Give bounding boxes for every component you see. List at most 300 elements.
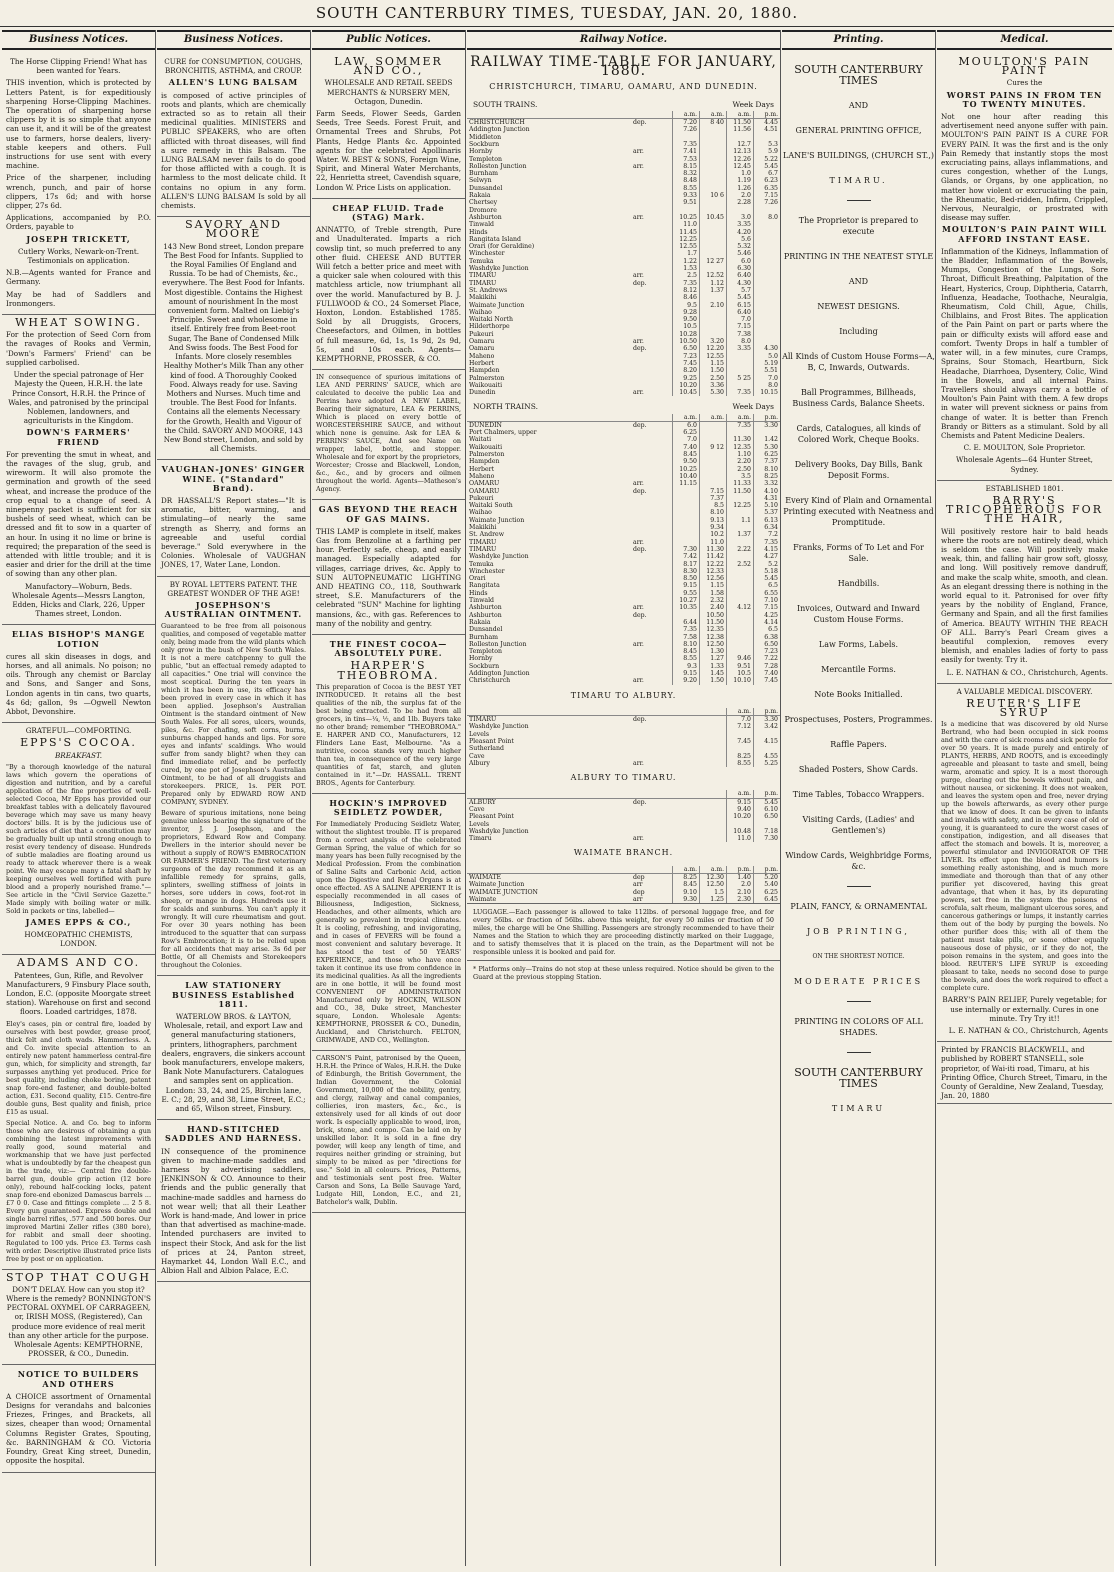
departure-time: 5.46 [727,250,754,257]
station-name: Orari (for Geraldine) [469,243,535,251]
arr-dep [631,294,673,301]
arr-dep: arr. [633,604,644,612]
station-name: Herbert [469,465,495,473]
arr-dep: dep [633,888,645,896]
north-trains-header [467,402,780,411]
departure-time: 6.40 [727,309,754,316]
departure-time [754,134,781,141]
departure-time: 7.30 [673,546,700,553]
arr-dep: arr. [633,272,644,280]
arr-dep [631,221,673,228]
departure-time [700,185,727,192]
timetable-row [467,648,780,655]
timetable-row [467,813,780,820]
column-business-2 [157,30,311,1566]
timetable-row [467,517,780,524]
departure-time [727,429,754,436]
arr-dep: arr. [633,480,644,488]
timetable-row [467,429,780,436]
departure-time [754,331,781,338]
timetable-row [467,302,780,309]
departure-time [700,250,727,257]
departure-time [673,509,700,516]
departure-time: 7.22 [754,655,781,662]
departure-time: 7.15 [754,192,781,199]
departure-time: 7.0 [727,716,754,724]
departure-time: 7.45 [673,360,700,367]
departure-time: 10.10 [727,677,754,684]
departure-time: 3.32 [754,480,781,487]
arr-dep: dep. [633,119,647,127]
departure-time [700,421,727,429]
departure-time: 6.25 [754,889,781,896]
timetable-row [467,323,780,330]
departure-time: 6.10 [754,806,781,813]
ad-carson-paint [312,1051,465,1213]
arr-dep [631,458,673,465]
departure-time: 2.28 [727,199,754,206]
departure-time: 8 40 [700,119,727,127]
timetable-row [467,495,780,502]
timetable-row [467,488,780,495]
ad-life-syrup [937,684,1112,1042]
departure-time: 9.55 [673,590,700,597]
departure-time: 2.22 [727,546,754,553]
departure-time: 1.1 [727,517,754,524]
timetable-row [467,723,780,730]
arr-dep [631,813,727,820]
railway-title: RAILWAY TIME-TABLE FOR JANUARY, 1880. [470,54,777,80]
departure-time: 7.58 [673,634,700,641]
departure-time: 1.7 [673,250,700,257]
column-heading: Medical. [937,30,1112,50]
timetable-row [467,597,780,604]
departure-time [754,221,781,228]
departure-time [727,207,754,214]
departure-time [673,207,700,214]
departure-time: 7.40 [673,444,700,451]
departure-time: 4.25 [754,612,781,619]
departure-time: 12.56 [700,575,727,582]
arr-dep [631,634,673,641]
station-name: Timaru [469,835,492,843]
departure-time: 11.50 [727,119,754,127]
station-name: Ashburton [469,611,502,619]
departure-time [700,480,727,487]
departure-time: 2.52 [727,561,754,568]
departure-time [754,731,781,738]
departure-time [754,316,781,323]
railway-subtitle: CHRISTCHURCH, TIMARU, OAMARU, AND DUNEDIN. [489,82,758,92]
timetable-row [467,170,780,177]
departure-time: 7.53 [673,156,700,163]
departure-time: 12.20 [700,345,727,352]
departure-time: 2.0 [727,881,754,888]
station-name: Makikihi [469,294,497,302]
departure-time: 4.20 [727,229,754,236]
ad-heading: HOCKIN'S IMPROVED SEIDLETZ POWDER, [329,797,448,817]
ad-note: May be had of Saddlers and Ironmongers. [6,289,151,308]
ad-note: N.B.—Agents wanted for France and Germany. [6,268,151,287]
departure-time: p.m. [754,790,781,798]
station-name: Burnham [469,170,499,178]
departure-time: 5.18 [754,568,781,575]
station-name: Templeton [469,155,502,163]
departure-time: p.m. [727,866,754,874]
ad-heading: MOULTON'S PAIN PAINT [958,55,1091,78]
departure-time: p.m. [754,111,781,119]
station-name: Herbert [469,359,495,367]
timetable-row [467,760,780,767]
arr-dep [631,531,673,538]
departure-time: 4.12 [727,604,754,611]
arr-dep [631,382,673,389]
departure-time [754,280,781,287]
station-name: CHRISTCHURCH [469,119,525,127]
departure-time: 8.10 [754,466,781,473]
departure-time: 3.30 [754,421,781,429]
departure-time: a.m. [727,790,754,798]
timetable-row [467,889,780,896]
ad-subheading: Cures the [1006,78,1043,88]
departure-time: 10.15 [754,389,781,396]
departure-time: 2.20 [727,458,754,465]
arr-dep: arr. [633,759,644,767]
station-name: Levels [469,820,490,828]
departure-time: 7.23 [754,648,781,655]
arr-dep: dep. [633,421,647,429]
departure-time: 7.15 [754,604,781,611]
arr-dep [631,192,673,199]
departure-time [673,495,700,502]
departure-time: 6.50 [754,641,781,648]
arr-dep: arr. [633,640,644,648]
departure-time: 8.25 [673,873,700,881]
timetable-row [467,148,780,155]
ad-body: Eley's cases, pin or central fire, loaded by ourselves with best powder, grease proof, thick felt and cloth wads. Hammerless. A. and Co. invite special attention to an entirely new patent hammerless central-fire gun, which, for simplicity and strength, far surpasses anything yet produced. Price for best quality, including choke boring, patent snap fore-end fastener, and double-bolted action, £31. Second quality, £15. Centre-fire double guns, Best quality and finish, price £15 as usual. [6,1019,151,1116]
departure-time: 10.50 [700,612,727,619]
departure-time: 3.20 [700,338,727,345]
departure-time: 7.40 [754,670,781,677]
timaru-albury-title: TIMARU TO ALBURY. [570,690,677,700]
departure-time [700,294,727,301]
departure-time: 10.27 [673,597,700,604]
station-name: OAMARU [469,480,500,488]
arr-dep [631,655,673,662]
ad-body: Not one hour after reading this advertisement need anyone suffer with pain. MOULTON'S PAIN PAINT IS A CURE FOR EVERY PAIN. It was the first and is the only Pain Remedy that instantly stops the most excruciating pains, allays inflammations, and cures congestion, whether of the Lungs, Glands, or Organs, by one application, no matter how violent or excruciating the pain, the Rheumatic, Bed-ridden, Infirm, Crippled, Nervous, Neuralgic, or prostrated with disease may suffer. [941,112,1108,223]
arr-dep: dep. [633,545,647,553]
arr-dep [631,517,673,524]
ad-body: For preventing the smut in wheat, and the ravages of the slug, grub, and wireworm. It will also promote the germination and growth of the seed wheat, and increase the produce of the crop equal to a change of seed. A ninepenny packet is sufficient for six bushels of seed wheat, which can be dressed and fit to sow in a quarter of an hour. In using it no lime or brine is required; the preparation of the seed is attended with little trouble; and it is easier and drier for the drill at the time of sowing than any other plan. [6,449,151,579]
timetable-row [467,655,780,662]
ad-wheat-sowing [2,315,155,625]
arr-dep [631,126,673,133]
arr-dep: arr. [633,338,644,346]
departure-time: 6.50 [673,345,700,352]
timetable-row [467,221,780,228]
arr-dep [631,753,727,760]
departure-time: 8.10 [700,509,727,516]
departure-time: 9.3 [673,663,700,670]
timetable-row [467,375,780,382]
departure-time: 5.40 [754,881,781,888]
ad-heading: STOP THAT COUGH [6,1270,151,1284]
departure-time: 2.10 [727,889,754,896]
timetable-row [467,881,780,888]
arr-dep: arr. [633,162,644,170]
departure-time: 4.14 [754,619,781,626]
station-name: Pleasant Point [469,813,514,821]
departure-time: 1.22 [673,258,700,265]
arr-dep: arr. [633,148,644,156]
timetable-row [467,287,780,294]
departure-time: 6.0 [727,258,754,265]
station-name: Ashburton [469,213,502,221]
arr-dep [631,177,673,184]
departure-time [727,731,754,738]
timetable-row [467,677,780,684]
departure-time [700,229,727,236]
departure-time: 6.15 [727,302,754,309]
departure-time: 11.33 [727,480,754,487]
station-name: Pleasant Point [469,737,514,745]
departure-time: 2.10 [700,302,727,309]
departure-time [673,502,700,509]
timetable-row [467,873,780,881]
station-name: Addington Junction [469,669,530,677]
departure-time [727,524,754,531]
departure-time: 5.25 [754,760,781,767]
station-name: Rakaia [469,192,491,200]
station-name: TIMARU [469,716,497,724]
arr-dep [631,561,673,568]
departure-time: a.m. [673,111,700,119]
arr-dep [631,258,673,265]
station-name [467,414,631,422]
arr-dep [631,509,673,516]
departure-time [754,302,781,309]
departure-time [700,309,727,316]
ad-address: Manufactory—Woburn, Beds. Wholesale Agents—Messrs Langton, Edden, Hicks and Clark, 226, Upper Thames street, London. [12,581,145,619]
departure-time [727,619,754,626]
timetable-row [467,265,780,272]
arr-dep: dep. [633,345,647,353]
timetable-row [467,458,780,465]
ad-body: cures all skin diseases in dogs, and horses, and all animals. No poison; no oils. Through any chemist or Barclay and Sons, and Sanger and Sons, London agents in tin cans, two quarts, 4s 6d; gallon, 9s —Ogwell Newton Abbot, Devonshire. [6,651,151,716]
printing-item: Law Forms, Labels. [818,640,899,649]
arr-dep: dep. [633,279,647,287]
departure-time: 6.13 [754,517,781,524]
arr-dep [631,287,673,294]
departure-time [700,207,727,214]
departure-time: 1.26 [727,185,754,192]
departure-time: 5.0 [754,353,781,360]
ad-body: For Immediately Producing Seidletz Water, without the slightest trouble. IT is prepared from a correct analysis of the celebrated German Spring, the value of which for so many years has been fully recognised by the Medical Profession. From the combination of Saline Salts and Carbonic Acid, action upon the Digestive and Renal Organs is at once effected. AS A SALINE APERIENT It is especially recommended in all cases of Biliousness, Indigestion, Sickness, Headaches, and other ailments, which are generally so prevalent in tropical climates. It is cooling, refreshing, and invigorating, and in cases of FEVERS will be found a most convenient and salutary beverage. It has stood the test of 50 YEARS' EXPERIENCE, and those who have once taken it continue its use from confidence in its medicinal qualities. As all the ingredients are in one bottle, it will be found most CONVENIENT OF ADMINISTRATION Manufactured only by HOCKIN, WILSON and CO., 38, Duke street, Manchester square, London. Wholesale Agents: KEMPTHORNE, PROSSER & CO., Dunedin, Auckland, and Christchurch. FELTON, GRIMWADE, AND CO., Wellington. [316,820,461,1045]
arr-dep [631,207,673,214]
station-name: TIMARU [469,545,497,553]
departure-time [700,156,727,163]
arr-dep: arr. [633,835,644,843]
departure-time: a.m. [727,708,754,716]
station-name: Waimate Junction [469,516,525,524]
ad-body: Will positively restore hair to bald heads where the roots are not entirely dead, which is seldom the case. Will positively make weak, thin, and falling hair grow soft, glossy, and long. Will positively remove dandruff, and make the scalp white, smooth, and clean. As an elegant dressing there is nothing in the world equal to it. Patronised for over fifty years by the nobility of England, France, Germany and Spain, and all the first families of America. BEAUTY WITHIN THE REACH OF ALL. Barry's Pearl Cream gives a beautiful complexion, removes every blemish, and enables ladies of forty to pass easily for twenty. Try it. [941,526,1108,665]
departure-time: 4.27 [754,553,781,560]
departure-time: 5.30 [754,444,781,451]
timetable-header-row [467,790,780,798]
arr-dep [631,323,673,330]
departure-time: 7.20 [673,119,700,127]
timetable-row [467,360,780,367]
ad-heading: VAUGHAN-JONES' GINGER WINE. ("Standard" Brand). [161,464,306,493]
station-name: Waimate [469,895,497,903]
departure-time: 12.35 [727,444,754,451]
departure-time: 7.15 [700,488,727,495]
departure-time: 12.22 [700,561,727,568]
departure-time [700,170,727,177]
departure-time [727,641,754,648]
station-name: Maheno [469,472,495,480]
departure-time: 2.30 [727,896,754,903]
printing-and: AND [848,101,869,110]
departure-time: 1.12 [700,280,727,287]
timetable-row [467,294,780,301]
ad-tricopherous [937,481,1112,684]
arr-dep [631,236,673,243]
departure-time: 8.45 [673,451,700,458]
departure-time: a.m. [700,866,727,874]
timetable-row [467,663,780,670]
arr-dep [631,723,727,730]
arr-dep [631,670,673,677]
arr-dep: arr. [633,677,644,685]
departure-time [700,134,727,141]
ad-annatto [312,199,465,370]
departure-time [700,436,727,443]
station-name: Rolleston Junction [469,640,527,648]
station-name: Waihao [469,509,492,517]
departure-time: 8.0 [754,382,781,389]
arr-dep: arr. [633,213,644,221]
arr-dep [631,243,673,250]
departure-time: 9.40 [727,806,754,813]
departure-time [700,243,727,250]
timetable-row [467,835,780,842]
departure-time: 5.45 [754,798,781,806]
departure-time: 5.9 [754,148,781,155]
ad-body: Beware of spurious imitations, none being genuine unless bearing the signature of the inventor, J. J. Josephson, and the proprietors, Edward Row and Company. Dwellers in the interior should never be without a supply of ROW'S EMBROCATION OR FARMER'S FRIEND. The first veterinary surgeons of the day recommend it as an infallible remedy for sprains, galls, splinters, swelling stiffness of joints in horses, sore udders in cows, foot-rot in sheep, or mange in dogs. Hundreds use it for scalds and sunburns. You can't apply it wrongly. It will cure rheumatism and gout. For over 30 years nothing has been introduced to the squatter that can surpass Row's Embrocation; it is to be relied upon for all accidents that may arise. 3s 6d per Bottle, Of all Chemists and Storekeepers throughout the Colonies. [161,809,306,970]
ad-body: A CHOICE assortment of Ornamental Designs for verandahs and balconies Friezes, Fringes, and Brackets, all sizes, cheaper than wood; Ornamental Columns Register Grates, Spouting, &c. BARNINGHAM & CO. Victoria Foundry, Great King street, Dunedin, opposite the hospital. [6,1391,151,1466]
ad-body: DON'T DELAY. How can you stop it? Where is the remedy? BONNINGTON'S PECTORAL OXYMEL OF CARRAGEEN, or, IRISH MOSS, (Registered), Can produce more evidence of real merit than any other article for the purpose. Wholesale Agents: KEMPTHORNE, PROSSER, & CO., Dunedin. [6,1284,151,1359]
ad-savory-moore [157,217,310,460]
station-name: Oamaru [469,338,495,346]
departure-time: 4.31 [754,495,781,502]
station-name: Hinds [469,228,488,236]
departure-time: 7.35 [727,421,754,429]
timetable-row [467,738,780,745]
timetable-row [467,502,780,509]
station-name: Addington Junction [469,126,530,134]
departure-time: 6.25 [673,429,700,436]
departure-time: 3.42 [754,723,781,730]
station-name: Pukeuri [469,494,494,502]
departure-time: 1.27 [700,655,727,662]
departure-time: 8.5 [700,502,727,509]
timetable-row [467,539,780,546]
ad-cough [2,1270,155,1366]
arr-dep [631,367,673,374]
arr-dep [631,590,673,597]
departure-time [700,458,727,465]
departure-time: 7.0 [754,375,781,382]
departure-time: 6.30 [727,265,754,272]
ad-adams-guns [2,955,155,1269]
departure-time: p.m. [754,708,781,716]
ad-body: For the protection of Seed Corn from the ravages of Rooks and Vermin, 'Down's Farmers' Friend' can be supplied carbolised. [6,330,151,367]
departure-time: 1.37 [700,287,727,294]
departure-time: 1.50 [700,677,727,684]
ad-body: THIS invention, which is protected by Letters Patent, is for expeditiously sharpening Horse-Clipping Machines. The operation of sharpening horse clippers by it is so simple that anyone can use it, and it will be of the greatest use to farmers, horse dealers, livery-stable keepers and others. Full instructions for use sent with every machine. [6,78,151,171]
printing-item: Every Kind of Plain and Ornamental Printing executed with Neatness and Promptitude. [783,496,934,527]
station-name: ALBURY [469,798,496,806]
departure-time [700,451,727,458]
departure-time: 10.25 [673,214,700,221]
printing-neatest: PRINTING IN THE NEATEST STYLE [783,252,934,261]
departure-time: 8.0 [727,338,754,345]
timetable-row [467,531,780,538]
arr-dep [631,597,673,604]
printing-plain: PLAIN, FANCY, & ORNAMENTAL [790,902,927,911]
station-name: Waimate Junction [469,301,525,309]
station-name: Hornby [469,148,493,156]
divider [847,1052,871,1053]
waimate-branch-title: WAIMATE BRANCH. [573,848,674,858]
arr-dep [631,331,673,338]
ad-ointment [157,577,310,977]
departure-time: 6.34 [754,524,781,531]
ad-body: IN consequence of spurious imitations of LEA AND PERRINS' SAUCE, which are calculated to deceive the public Lea and Perrins have adopted A NEW LABEL, Bearing their signature, LEA & PERRINS, Which is placed on every bottle of WORCESTERSHIRE SAUCE, and without which none is genuine. Ask for LEA & PERRINS' SAUCE, And see Name on wrapper, label, bottle, and stopper. Wholesale and for export by the proprietors, Worcester; Crosse and Blackwell, London, &c., &c., and by grocers and oilmen throughout the world. Agents—Matheson's Agency. [316,373,461,494]
printing-item: Cards, Catalogues, all kinds of Colored Work, Cheque Books. [796,424,921,444]
arr-dep [631,663,673,670]
ad-subheading: BREAKFAST. [55,750,102,760]
ad-body: Under the special patronage of Her Majesty the Queen, H.R.H. the late Prince Consort, H.R.H. the Prince of Wales, and patronised by the principal Noblemen, landowners, and agriculturists in the Kingdom. [8,370,149,426]
ad-body: Applications, accompanied by P.O. Orders, payable to [6,213,151,232]
arr-dep [631,156,673,163]
departure-time: a.m. [673,414,700,422]
departure-time: 1.19 [727,177,754,184]
timetable-row [467,309,780,316]
departure-time: a.m. [727,414,754,422]
departure-time: 10.48 [727,828,754,835]
departure-time: 7.26 [673,126,700,133]
printing-address: LANE'S BUILDINGS, (CHURCH ST.,) [783,151,934,160]
departure-time: 9.28 [673,309,700,316]
departure-time [727,367,754,374]
departure-time [754,323,781,330]
arr-dep: arr. [633,389,644,397]
departure-time [727,134,754,141]
departure-time: 3.36 [700,382,727,389]
timetable-row [467,141,780,148]
divider [847,200,871,201]
departure-time: 6.50 [754,813,781,820]
departure-time: 5.20 [754,873,781,881]
departure-time: 12.55 [673,243,700,250]
ad-waterlow [157,976,310,1120]
station-name: Dunsandel [469,626,503,634]
station-name: Palmerston [469,451,505,459]
departure-time: 8.48 [673,177,700,184]
departure-time [727,382,754,389]
